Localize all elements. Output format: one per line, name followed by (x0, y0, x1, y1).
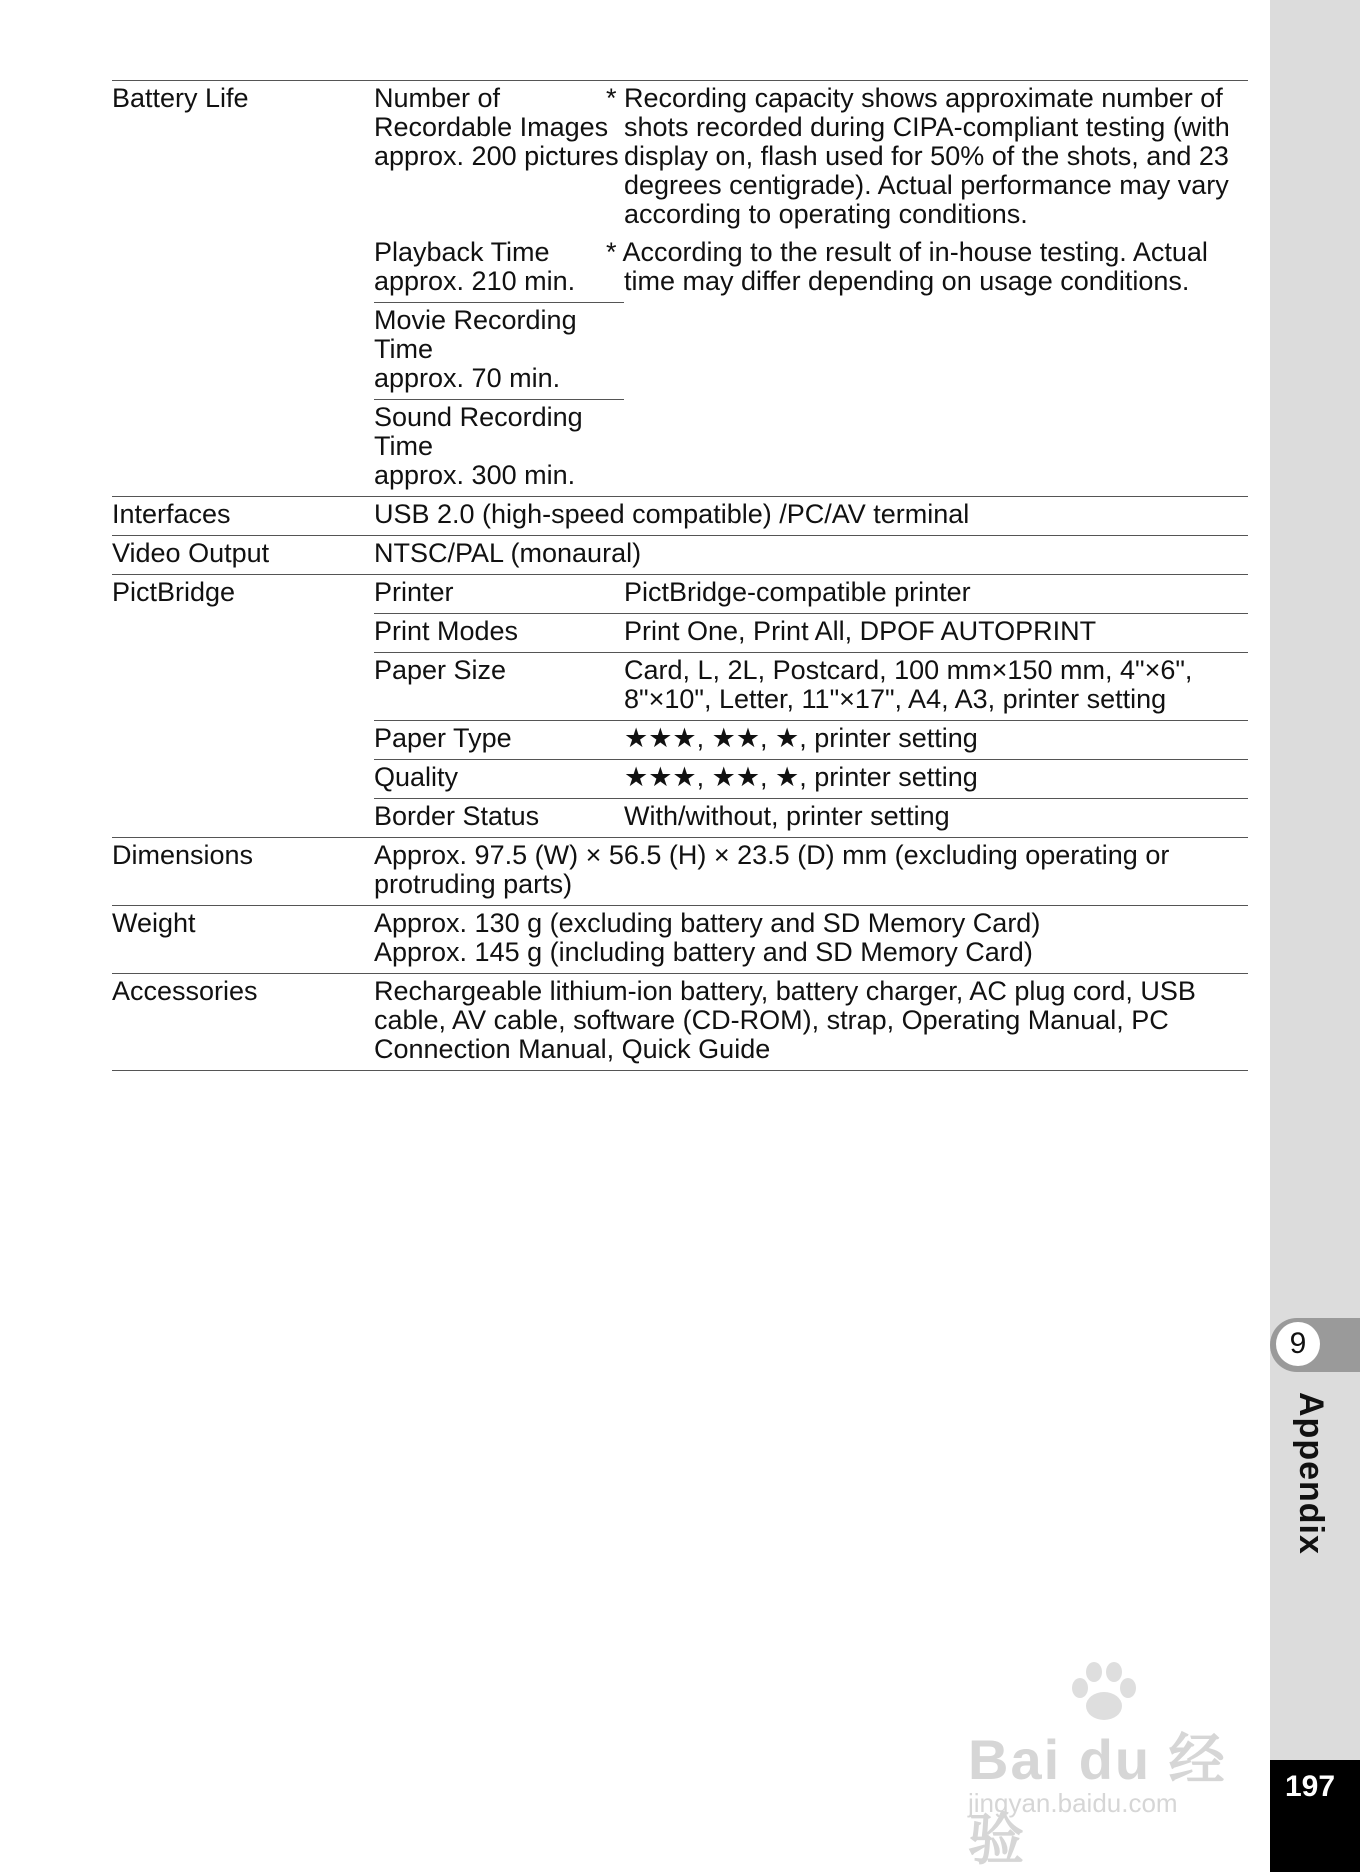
accessories-value: Rechargeable lithium-ion battery, battery charger, AC plug cord, USB cable, AV cable, software (CD-ROM), strap, Operating Manual, PC Connection Manual, Quick Guide (374, 974, 1248, 1071)
paper-size-label: Paper Size (374, 653, 624, 721)
recordable-images-cell (374, 81, 624, 236)
battery-life-label: Battery Life (112, 81, 374, 497)
playback-time-label: Playback Time (374, 237, 550, 267)
print-modes-label: Print Modes (374, 614, 624, 653)
printer-label: Printer (374, 575, 624, 614)
baidu-watermark (968, 1660, 1268, 1871)
images-note: * Recording capacity shows approximate number of shots recorded during CIPA-compliant testing (with display on, flash used for 50% of the shots, and 23 degrees centigrade). Actual performance may vary according to operating conditions. (624, 81, 1248, 236)
weight-line-1: Approx. 130 g (excluding battery and SD Memory Card) (374, 908, 1041, 938)
spec-table (112, 80, 1248, 1071)
border-status-value: With/without, printer setting (624, 799, 1248, 838)
movie-time-cell (374, 303, 624, 400)
watermark-url: jingyan.baidu.com (968, 1788, 1178, 1818)
playback-time-cell (374, 235, 624, 303)
playback-time-value: approx. 210 min. (374, 266, 576, 296)
sound-time-value: approx. 300 min. (374, 460, 576, 490)
video-output-label: Video Output (112, 536, 374, 575)
paper-type-label: Paper Type (374, 721, 624, 760)
sound-time-label: Sound Recording Time (374, 402, 583, 461)
weight-line-2: Approx. 145 g (including battery and SD Memory Card) (374, 937, 1033, 967)
paper-size-value: Card, L, 2L, Postcard, 100 mm×150 mm, 4"×6", 8"×10", Letter, 11"×17", A4, A3, printer setting (624, 653, 1248, 721)
recordable-images-label: Number of Recordable Images (374, 83, 609, 142)
paw-icon (1064, 1660, 1144, 1724)
quality-label: Quality (374, 760, 624, 799)
dimensions-label: Dimensions (112, 838, 374, 906)
pictbridge-row (112, 575, 1248, 614)
sound-time-cell (374, 400, 624, 497)
printer-value: PictBridge-compatible printer (624, 575, 1248, 614)
dimensions-row (112, 838, 1248, 906)
video-output-value: NTSC/PAL (monaural) (374, 536, 1248, 575)
weight-label: Weight (112, 906, 374, 974)
chapter-title: Appendix (1292, 1392, 1330, 1555)
interfaces-label: Interfaces (112, 497, 374, 536)
print-modes-value: Print One, Print All, DPOF AUTOPRINT (624, 614, 1248, 653)
interfaces-value: USB 2.0 (high-speed compatible) /PC/AV terminal (374, 497, 1248, 536)
accessories-row (112, 974, 1248, 1071)
time-note: * According to the result of in-house testing. Actual time may differ depending on usage conditions. (606, 237, 1208, 296)
border-status-label: Border Status (374, 799, 624, 838)
interfaces-row (112, 497, 1248, 536)
dimensions-value: Approx. 97.5 (W) × 56.5 (H) × 23.5 (D) mm (excluding operating or protruding parts) (374, 838, 1248, 906)
side-bar (1270, 0, 1360, 1872)
accessories-label: Accessories (112, 974, 374, 1071)
movie-time-label: Movie Recording Time (374, 305, 577, 364)
battery-life-row (112, 81, 1248, 236)
weight-row (112, 906, 1248, 974)
page-number: 197 (1284, 1770, 1336, 1803)
recordable-images-value: approx. 200 pictures (374, 141, 619, 171)
quality-value: ★★★, ★★, ★, printer setting (624, 760, 1248, 799)
movie-time-value: approx. 70 min. (374, 363, 561, 393)
chapter-number: 9 (1276, 1322, 1320, 1366)
video-output-row (112, 536, 1248, 575)
pictbridge-label: PictBridge (112, 575, 374, 838)
weight-value (374, 906, 1248, 974)
watermark-logo-text: Bai du 经验 (968, 1728, 1227, 1871)
paper-type-value: ★★★, ★★, ★, printer setting (624, 721, 1248, 760)
